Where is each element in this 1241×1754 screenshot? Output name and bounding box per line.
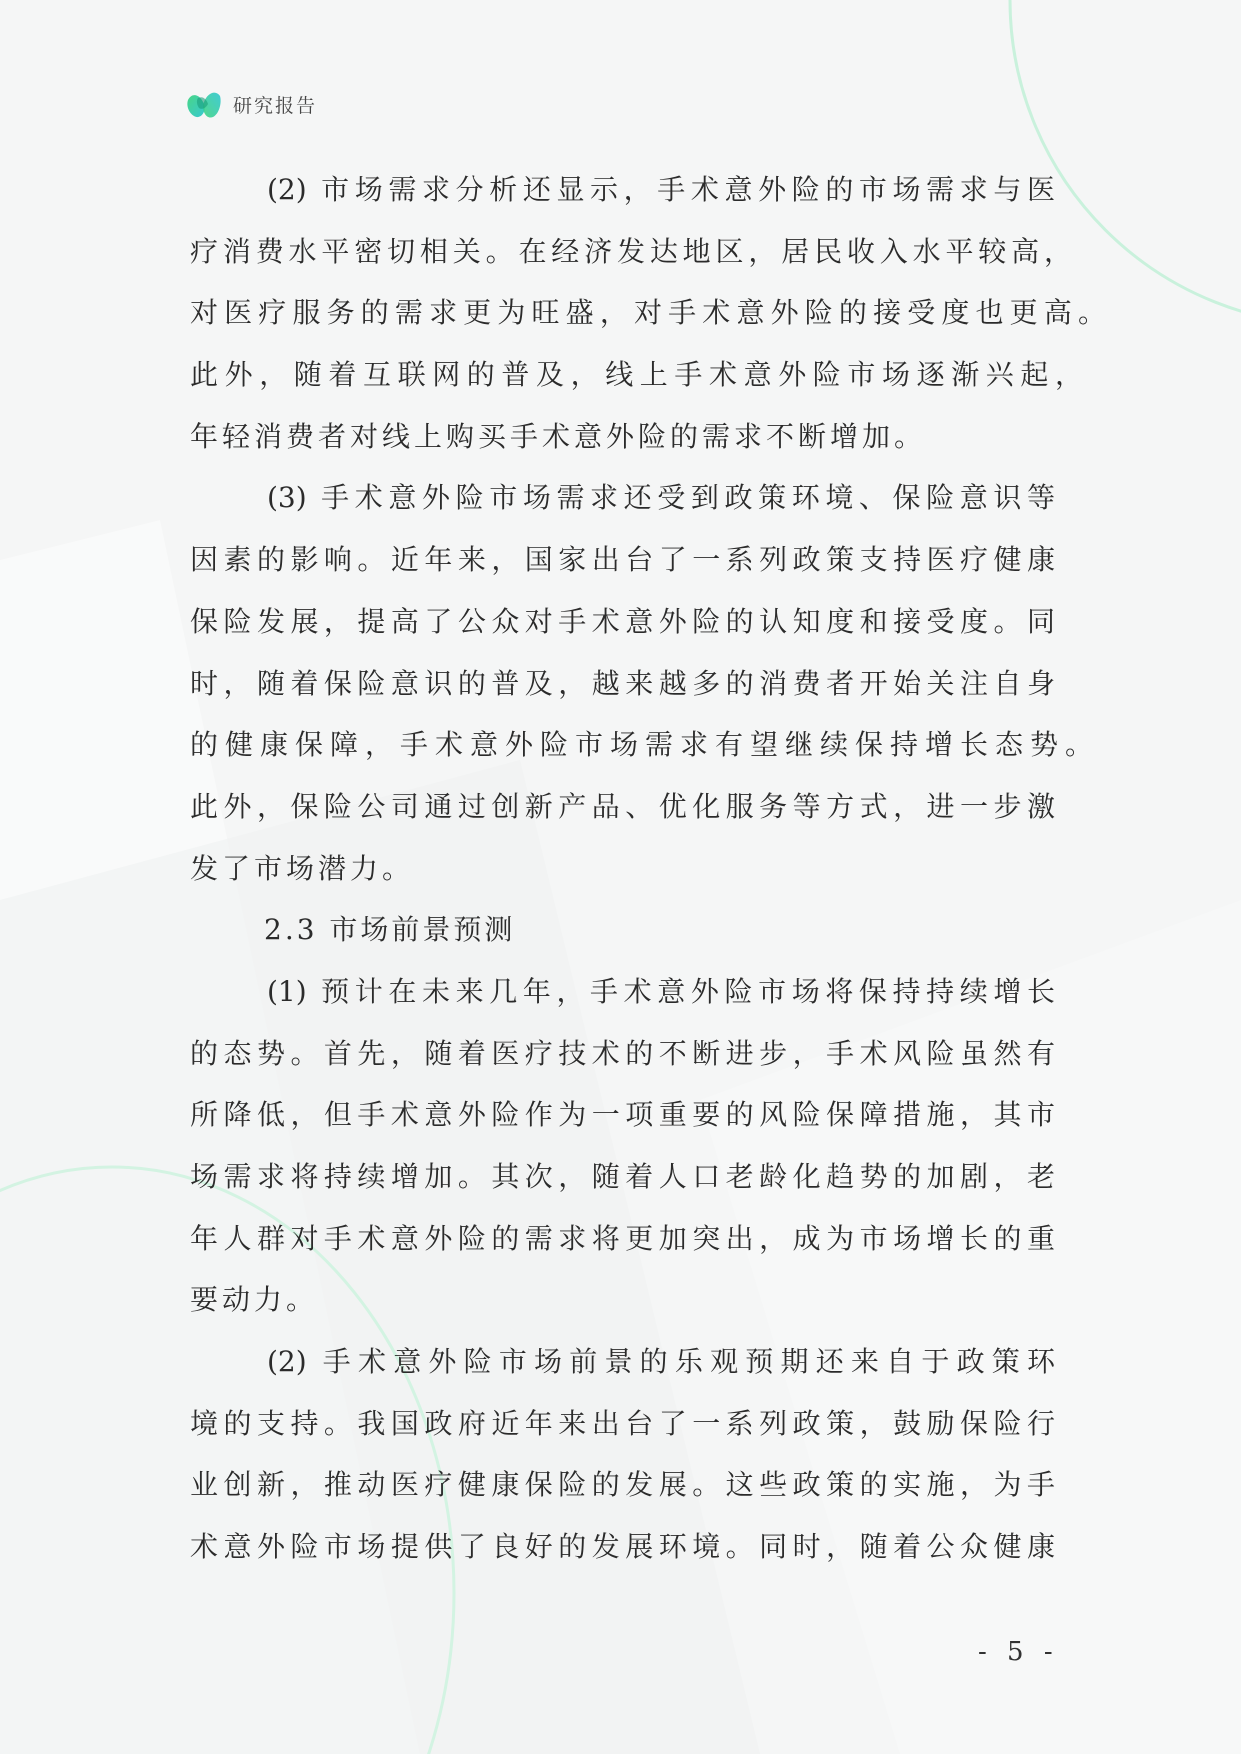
paragraph: [190, 1331, 1106, 1578]
paragraph-line: 因素的影响。近年来，国家出台了一系列政策支持医疗健康: [190, 543, 1055, 577]
paragraph-line: 对医疗服务的需求更为旺盛，对手术意外险的接受度也更高。: [190, 296, 1106, 330]
paragraph: [190, 961, 1106, 1331]
paragraph-line: (2) 手术意外险市场前景的乐观预期还来自于政策环: [267, 1345, 1055, 1379]
paragraph-line: 疗消费水平密切相关。在经济发达地区，居民收入水平较高，: [190, 234, 1072, 268]
paragraph: [190, 159, 1106, 467]
paragraph-line: 发了市场潜力。: [190, 851, 415, 885]
paragraph-line: (1) 预计在未来几年，手术意外险市场将保持持续增长: [267, 974, 1055, 1008]
paragraph-line: 的健康保障，手术意外险市场需求有望继续保持增长态势。: [190, 728, 1093, 762]
paragraph-line: (3) 手术意外险市场需求还受到政策环境、保险意识等: [267, 481, 1055, 515]
paragraph-line: 此外，随着互联网的普及，线上手术意外险市场逐渐兴起，: [190, 358, 1083, 392]
paragraph-line: 业创新，推动医疗健康保险的发展。这些政策的实施，为手: [190, 1468, 1055, 1502]
paragraph-line: 年人群对手术意外险的需求将更加突出，成为市场增长的重: [190, 1221, 1055, 1255]
paragraph: [190, 467, 1106, 899]
paragraph-line: (2) 市场需求分析还显示，手术意外险的市场需求与医: [267, 173, 1055, 206]
paragraph-line: 场需求将持续增加。其次，随着人口老龄化趋势的加剧，老: [190, 1160, 1055, 1193]
paragraph-line: 术意外险市场提供了良好的发展环境。同时，随着公众健康: [190, 1530, 1055, 1564]
header-label: 研究报告: [233, 95, 318, 117]
paragraph-line: 时，随着保险意识的普及，越来越多的消费者开始关注自身: [190, 666, 1055, 700]
paragraph-line: 要动力。: [190, 1283, 319, 1317]
leaf-logo-icon: [186, 90, 222, 122]
paragraph-line: 的态势。首先，随着医疗技术的不断进步，手术风险虽然有: [190, 1036, 1055, 1070]
paragraph-line: 此外，保险公司通过创新产品、优化服务等方式，进一步激: [190, 789, 1055, 823]
body-text: [190, 159, 1106, 1578]
paragraph-line: 境的支持。我国政府近年来出台了一系列政策，鼓励保险行: [190, 1406, 1055, 1440]
paragraph-line: 所降低，但手术意外险作为一项重要的风险保障措施，其市: [190, 1098, 1055, 1132]
page-number: - 5 -: [978, 1637, 1059, 1667]
section-heading: 2.3 市场前景预测: [264, 913, 516, 947]
paragraph-line: 保险发展，提高了公众对手术意外险的认知度和接受度。同: [190, 604, 1055, 638]
paragraph-line: 年轻消费者对线上购买手术意外险的需求不断增加。: [190, 419, 927, 453]
